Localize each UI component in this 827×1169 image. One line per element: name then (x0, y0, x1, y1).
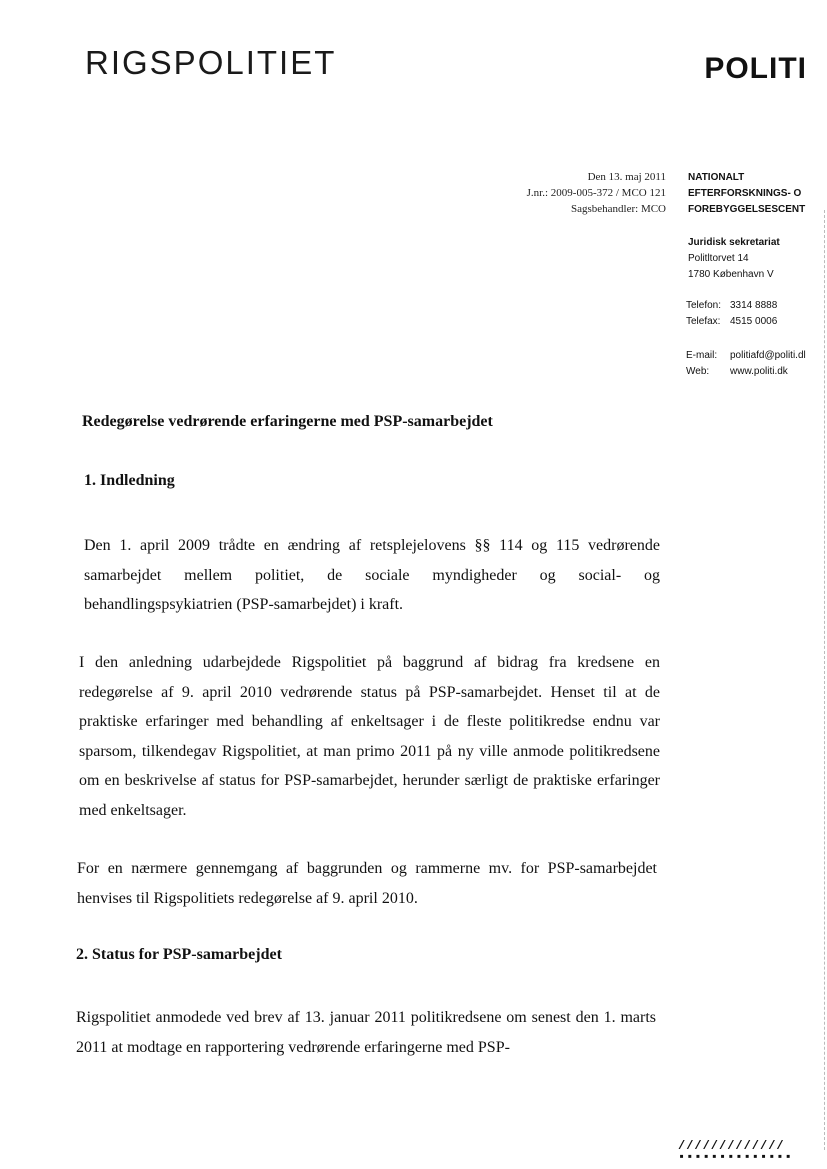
email-label: E-mail: (686, 350, 718, 361)
section-heading-status: 2. Status for PSP-samarbejdet (76, 946, 282, 963)
email-row (686, 348, 827, 364)
paragraph-4: Rigspolitiet anmodede ved brev af 13. januar 2011 politikredsene om senest den 1. marts 2011 at modtage en rapportering vedrørende erfaringerne med PSP- (76, 1009, 656, 1056)
stamp-slashes: ///////////// (678, 1139, 785, 1153)
letter-date: Den 13. maj 2011 (587, 171, 666, 183)
organization-name: RIGSPOLITIET (85, 44, 337, 81)
paragraph-3: For en nærmere gennemgang af baggrunden og rammerne mv. for PSP-samarbejdet henvises til Rigspolitiets redegørelse af 9. april 2010. (77, 860, 657, 907)
fax-label: Telefax: (686, 316, 721, 327)
document-title: Redegørelse vedrørende erfaringerne med PSP-samarbejdet (82, 413, 493, 430)
secretariat-name: Juridisk sekretariat (688, 237, 780, 248)
contact-info (686, 298, 827, 380)
web-address: www.politi.dk (730, 366, 788, 377)
paragraph-1: Den 1. april 2009 trådte en ændring af retsplejelovens §§ 114 og 115 vedrørende samarbejdet mellem politiet, de sociale myndigheder og social- og behandlingspsykiatrien (PSP-samarbejdet) i kraft. (84, 537, 660, 613)
email-address: politiafd@politi.dl (730, 350, 806, 361)
web-row (686, 364, 827, 380)
fax-number: 4515 0006 (730, 316, 778, 327)
case-handler: Sagsbehandler: MCO (570, 203, 666, 215)
fax-row (686, 314, 827, 330)
reference-block (430, 169, 666, 217)
phone-row (686, 298, 827, 314)
scan-edge (823, 210, 825, 1150)
dept-line: EFTERFORSKNINGS- O (688, 188, 802, 199)
web-label: Web: (686, 366, 710, 377)
dept-line: NATIONALT (688, 172, 745, 183)
paragraph-2: I den anledning udarbejdede Rigspolitiet på baggrund af bidrag fra kredsene en redegørelse af 9. april 2010 vedrørende status på PSP-samarbejdet. Henset til at de praktiske erfaringer med behandling af enkeltsager i de fleste politikredse endnu var sparsom, tilkendegav Rigspolitiet, at man primo 2011 på ny ville anmode politikredsene om en beskrivelse af status for PSP-samarbejdet, herunder særligt de praktiske erfaringer med enkeltsager. (79, 654, 660, 819)
section-heading-introduction: 1. Indledning (84, 472, 175, 489)
department-name (688, 170, 827, 218)
stamp-blocks: ▪▪▪▪▪▪▪▪▪▪▪▪▪▪ (678, 1150, 793, 1164)
document-stamp (678, 1141, 793, 1163)
secretariat-address (688, 235, 780, 283)
phone-number: 3314 8888 (730, 300, 778, 311)
address-line: 1780 København V (688, 269, 774, 280)
politi-logo: POLITI (704, 52, 807, 85)
dept-line: FOREBYGGELSESCENT (688, 204, 806, 215)
phone-label: Telefon: (686, 300, 722, 311)
journal-number: J.nr.: 2009-005-372 / MCO 121 (526, 187, 666, 199)
address-line: Politltorvet 14 (688, 253, 749, 264)
